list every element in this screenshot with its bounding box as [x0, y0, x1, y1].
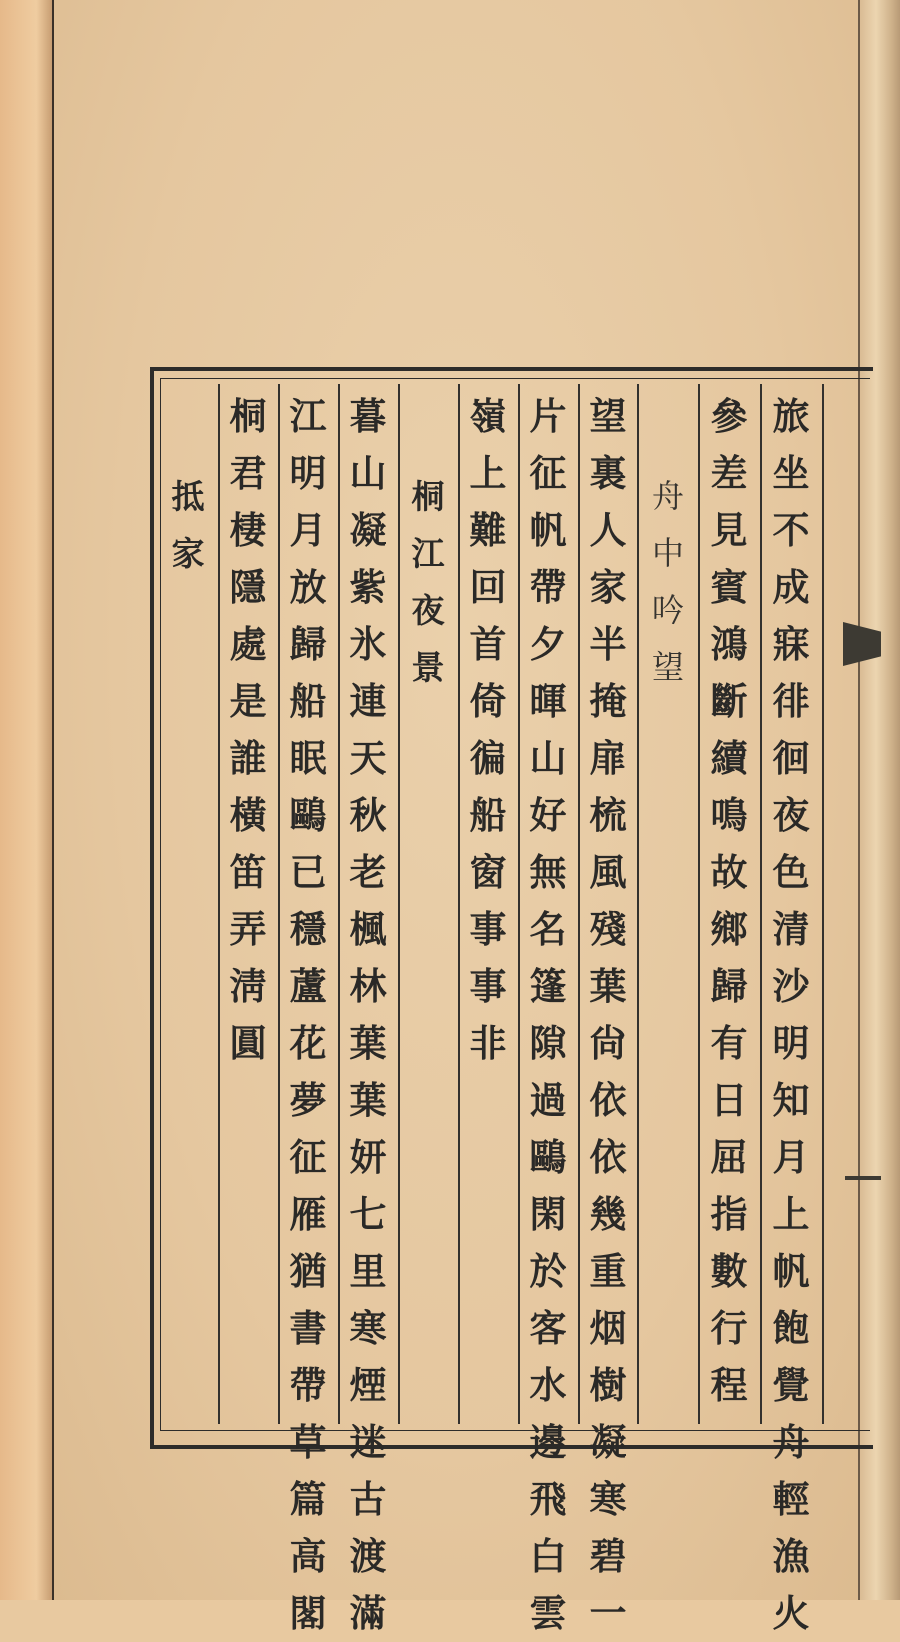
character: 重: [589, 1249, 627, 1293]
character: 指: [710, 1192, 748, 1236]
character: 隙: [529, 1021, 567, 1065]
character: 征: [289, 1135, 327, 1179]
character: 明: [772, 1021, 810, 1065]
character: 望: [589, 394, 627, 438]
character: 坐: [772, 451, 810, 495]
character: 桐: [411, 477, 445, 516]
character: 鷗: [529, 1135, 567, 1179]
character: 征: [529, 451, 567, 495]
text-column-6: [340, 388, 396, 1635]
character: 輕: [772, 1477, 810, 1521]
column-rule: [760, 384, 762, 1424]
text-column-7: [280, 388, 336, 1635]
character: 續: [710, 736, 748, 780]
character: 日: [710, 1078, 748, 1122]
character: 滿: [349, 1591, 387, 1635]
character: 花: [289, 1021, 327, 1065]
character: 已: [289, 850, 327, 894]
character: 妍: [349, 1135, 387, 1179]
column-rule: [698, 384, 700, 1424]
character: 雁: [289, 1192, 327, 1236]
character: 歸: [710, 964, 748, 1008]
character: 篷: [529, 964, 567, 1008]
character: 邊: [529, 1420, 567, 1464]
character: 帆: [772, 1249, 810, 1293]
character: 山: [349, 451, 387, 495]
character: 凝: [589, 1420, 627, 1464]
character: 家: [589, 565, 627, 609]
column-rule: [822, 384, 824, 1424]
character: 倚: [469, 679, 507, 723]
character: 徧: [469, 736, 507, 780]
character: 圓: [229, 1021, 267, 1065]
character: 碧: [589, 1534, 627, 1578]
character: 鳴: [710, 793, 748, 837]
character: 於: [529, 1249, 567, 1293]
character: 參: [710, 394, 748, 438]
character: 高: [289, 1534, 327, 1578]
character: 故: [710, 850, 748, 894]
character: 雲: [529, 1591, 567, 1635]
character: 夕: [529, 622, 567, 666]
character: 覺: [772, 1363, 810, 1407]
text-column-8: [220, 388, 276, 1428]
character: 眠: [289, 736, 327, 780]
character: 寒: [349, 1306, 387, 1350]
character: 歸: [289, 622, 327, 666]
text-column-2: [701, 388, 757, 1428]
character: 月: [289, 508, 327, 552]
character: 難: [469, 508, 507, 552]
character: 梳: [589, 793, 627, 837]
character: 帶: [529, 565, 567, 609]
character: 葉: [349, 1021, 387, 1065]
character: 江: [411, 534, 445, 573]
character: 連: [349, 679, 387, 723]
character: 徊: [772, 736, 810, 780]
text-column-1: [763, 388, 819, 1635]
character: 差: [710, 451, 748, 495]
character: 淸: [229, 964, 267, 1008]
character: 草: [289, 1420, 327, 1464]
character: 過: [529, 1078, 567, 1122]
character: 夜: [772, 793, 810, 837]
character: 船: [289, 679, 327, 723]
character: 蘆: [289, 964, 327, 1008]
character: 弄: [229, 907, 267, 951]
text-column-5: [460, 388, 516, 1428]
character: 屈: [710, 1135, 748, 1179]
character: 清: [772, 907, 810, 951]
character: 鴻: [710, 622, 748, 666]
character: 依: [589, 1078, 627, 1122]
character: 飽: [772, 1306, 810, 1350]
character: 里: [349, 1249, 387, 1293]
character: 無: [529, 850, 567, 894]
character: 江: [289, 394, 327, 438]
character: 嶺: [469, 394, 507, 438]
character: 氷: [349, 622, 387, 666]
character: 行: [710, 1306, 748, 1350]
character: 篇: [289, 1477, 327, 1521]
character: 景: [411, 648, 445, 687]
character: 不: [772, 508, 810, 552]
character: 閑: [529, 1192, 567, 1236]
character: 吟: [651, 591, 684, 629]
character: 鷗: [289, 793, 327, 837]
character: 鄉: [710, 907, 748, 951]
character: 君: [229, 451, 267, 495]
character: 楓: [349, 907, 387, 951]
character: 明: [289, 451, 327, 495]
character: 望: [651, 648, 684, 686]
character: 渡: [349, 1534, 387, 1578]
character: 名: [529, 907, 567, 951]
character: 掩: [589, 679, 627, 723]
character: 依: [589, 1135, 627, 1179]
text-column-4: [520, 388, 576, 1635]
poem-title-3: [160, 468, 216, 1508]
character: 有: [710, 1021, 748, 1065]
character: 猶: [289, 1249, 327, 1293]
character: 半: [589, 622, 627, 666]
character: 暉: [529, 679, 567, 723]
left-page-edge: [0, 0, 54, 1600]
character: 抵: [171, 477, 205, 516]
character: 舟: [651, 477, 684, 515]
character: 夜: [411, 591, 445, 630]
character: 煙: [349, 1363, 387, 1407]
character: 誰: [229, 736, 267, 780]
character: 天: [349, 736, 387, 780]
character: 處: [229, 622, 267, 666]
character: 寒: [589, 1477, 627, 1521]
character: 葉: [349, 1078, 387, 1122]
character: 凝: [349, 508, 387, 552]
character: 是: [229, 679, 267, 723]
character: 笛: [229, 850, 267, 894]
character: 山: [529, 736, 567, 780]
character: 七: [349, 1192, 387, 1236]
character: 林: [349, 964, 387, 1008]
character: 中: [651, 534, 684, 572]
character: 夢: [289, 1078, 327, 1122]
character: 秋: [349, 793, 387, 837]
character: 事: [469, 964, 507, 1008]
character: 殘: [589, 907, 627, 951]
character: 老: [349, 850, 387, 894]
character: 穩: [289, 907, 327, 951]
poem-title-1: [640, 468, 696, 1508]
character: 閣: [289, 1591, 327, 1635]
character: 扉: [589, 736, 627, 780]
character: 寐: [772, 622, 810, 666]
character: 非: [469, 1021, 507, 1065]
text-column-3: [580, 388, 636, 1635]
character: 舟: [772, 1420, 810, 1464]
character: 賓: [710, 565, 748, 609]
character: 船: [469, 793, 507, 837]
character: 回: [469, 565, 507, 609]
character: 好: [529, 793, 567, 837]
character: 客: [529, 1306, 567, 1350]
character: 徘: [772, 679, 810, 723]
character: 烟: [589, 1306, 627, 1350]
character: 葉: [589, 964, 627, 1008]
character: 樹: [589, 1363, 627, 1407]
character: 漁: [772, 1534, 810, 1578]
character: 迷: [349, 1420, 387, 1464]
character: 窗: [469, 850, 507, 894]
character: 見: [710, 508, 748, 552]
character: 數: [710, 1249, 748, 1293]
character: 色: [772, 850, 810, 894]
character: 一: [589, 1591, 627, 1635]
character: 月: [772, 1135, 810, 1179]
character: 片: [529, 394, 567, 438]
column-rule: [637, 384, 639, 1424]
character: 桐: [229, 394, 267, 438]
character: 上: [772, 1192, 810, 1236]
character: 棲: [229, 508, 267, 552]
poem-title-2: [400, 468, 456, 1508]
character: 成: [772, 565, 810, 609]
character: 上: [469, 451, 507, 495]
character: 隱: [229, 565, 267, 609]
character: 放: [289, 565, 327, 609]
character: 古: [349, 1477, 387, 1521]
character: 裏: [589, 451, 627, 495]
character: 橫: [229, 793, 267, 837]
character: 書: [289, 1306, 327, 1350]
character: 尙: [589, 1021, 627, 1065]
character: 火: [772, 1591, 810, 1635]
character: 家: [171, 534, 205, 573]
character: 程: [710, 1363, 748, 1407]
character: 幾: [589, 1192, 627, 1236]
character: 旅: [772, 394, 810, 438]
character: 暮: [349, 394, 387, 438]
character: 沙: [772, 964, 810, 1008]
character: 事: [469, 907, 507, 951]
character: 帆: [529, 508, 567, 552]
character: 飛: [529, 1477, 567, 1521]
character: 帶: [289, 1363, 327, 1407]
character: 斷: [710, 679, 748, 723]
character: 首: [469, 622, 507, 666]
character: 白: [529, 1534, 567, 1578]
character: 知: [772, 1078, 810, 1122]
character: 風: [589, 850, 627, 894]
character: 人: [589, 508, 627, 552]
character: 紫: [349, 565, 387, 609]
character: 水: [529, 1363, 567, 1407]
